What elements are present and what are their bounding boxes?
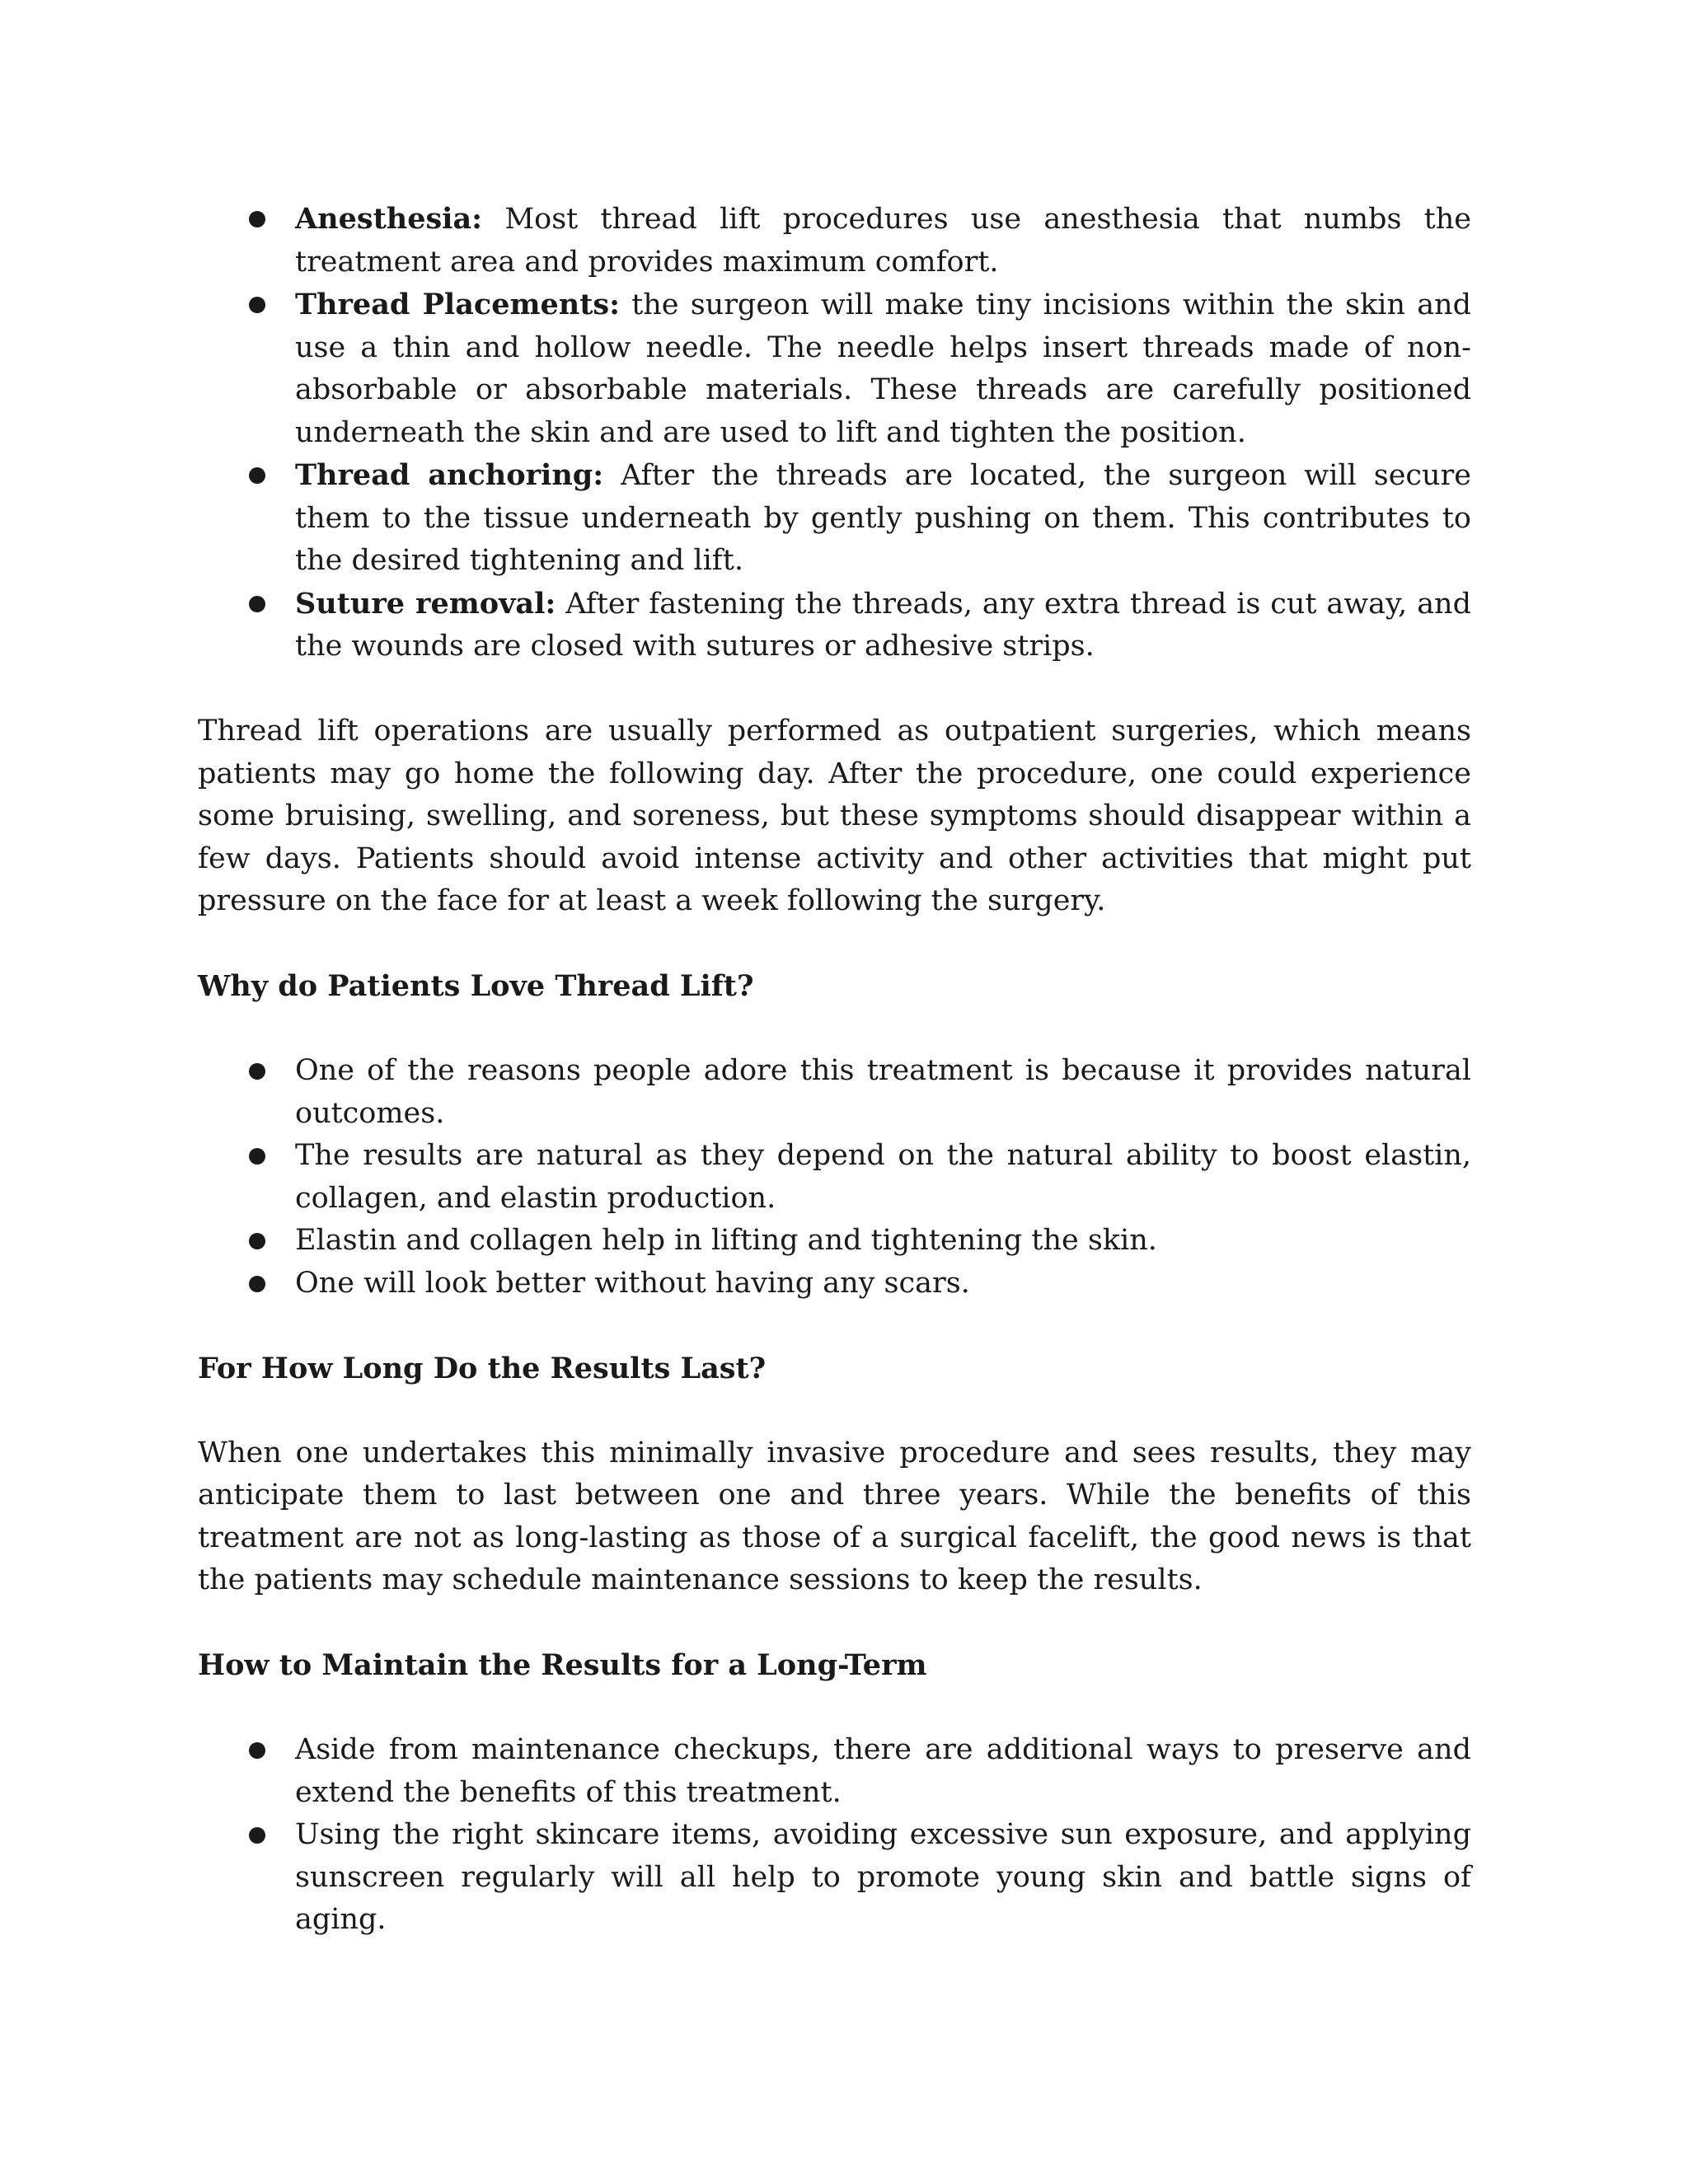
step-text: After fastening the threads, any extra thread is cut away, and the wounds are closed with sutures or adhesive strips. (295, 587, 1472, 663)
why-love-list (198, 1050, 1471, 1305)
list-item (198, 198, 1471, 284)
step-text: Most thread lift procedures use anesthesia that numbs the treatment area and provides maximum comfort. (295, 203, 1471, 279)
why-love-heading: Why do Patients Love Thread Lift? (198, 969, 754, 1003)
spacer (198, 923, 1471, 966)
list-item (198, 1050, 1471, 1135)
step-term: Suture removal: (295, 586, 556, 621)
maintain-heading: How to Maintain the Results for a Long-Term (198, 1648, 927, 1682)
spacer (198, 1687, 1471, 1730)
step-term: Anesthesia: (295, 202, 483, 236)
bullet-icon (249, 1742, 265, 1759)
list-item-text: Aside from maintenance checkups, there are additional ways to preserve and extend the benefits of this treatment. (295, 1733, 1471, 1809)
list-item (198, 583, 1471, 668)
bullet-icon (249, 297, 265, 313)
step-term: Thread anchoring: (295, 458, 604, 492)
how-long-heading: For How Long Do the Results Last? (198, 1351, 767, 1385)
spacer (198, 1008, 1471, 1051)
bullet-icon (249, 1827, 265, 1844)
step-text: the surgeon will make tiny incisions within the skin and use a thin and hollow needle. The needle helps insert threads made of non-absorbable or absorbable materials. These threads are carefully positioned underneath the skin and are used to lift and tighten the position. (295, 288, 1472, 449)
outpatient-paragraph: Thread lift operations are usually performed as outpatient surgeries, which means patients may go home the following day. After the procedure, one could experience some bruising, swelling, and soreness, but these symptoms should disappear within a few days. Patients should avoid intense activity and other activities that might put pressure on the face for at least a week following the surgery. (198, 715, 1471, 917)
bullet-icon (249, 1148, 265, 1165)
list-item-text: Using the right skincare items, avoiding excessive sun exposure, and applying sunscreen regularly will all help to promote young skin and battle signs of aging. (295, 1818, 1471, 1936)
list-item (198, 1729, 1471, 1814)
bullet-icon (249, 1276, 265, 1292)
spacer (198, 1305, 1471, 1347)
bullet-icon (249, 1063, 265, 1080)
procedure-steps-list (198, 198, 1471, 668)
bullet-icon (249, 467, 265, 484)
maintain-list (198, 1729, 1471, 1942)
bullet-icon (249, 596, 265, 612)
document-page (198, 198, 1471, 1942)
list-item (198, 454, 1471, 583)
how-long-paragraph: When one undertakes this minimally invasive procedure and sees results, they may anticipate them to last between one and three years. While the benefits of this treatment are not as long-lasting as those of a surgical facelift, the good news is that the patients may schedule maintenance sessions to keep the results. (198, 1436, 1471, 1596)
list-item (198, 1263, 1471, 1305)
step-text: After the threads are located, the surgeon will secure them to the tissue underneath by gently pushing on them. This contributes to the desired tightening and lift. (295, 459, 1472, 577)
list-item (198, 1220, 1471, 1263)
list-item (198, 1814, 1471, 1942)
list-item (198, 1135, 1471, 1220)
step-term: Thread Placements: (295, 288, 621, 321)
list-item (198, 284, 1471, 454)
spacer (198, 1602, 1471, 1645)
bullet-icon (249, 1233, 265, 1249)
list-item-text: Elastin and collagen help in lifting and tightening the skin. (295, 1224, 1157, 1257)
list-item-text: One of the reasons people adore this treatment is because it provides natural outcomes. (295, 1054, 1471, 1130)
spacer (198, 1390, 1471, 1432)
bullet-icon (249, 211, 265, 227)
spacer (198, 668, 1471, 711)
list-item-text: The results are natural as they depend on the natural ability to boost elastin, collagen, and elastin production. (295, 1139, 1471, 1215)
list-item-text: One will look better without having any scars. (295, 1266, 970, 1300)
